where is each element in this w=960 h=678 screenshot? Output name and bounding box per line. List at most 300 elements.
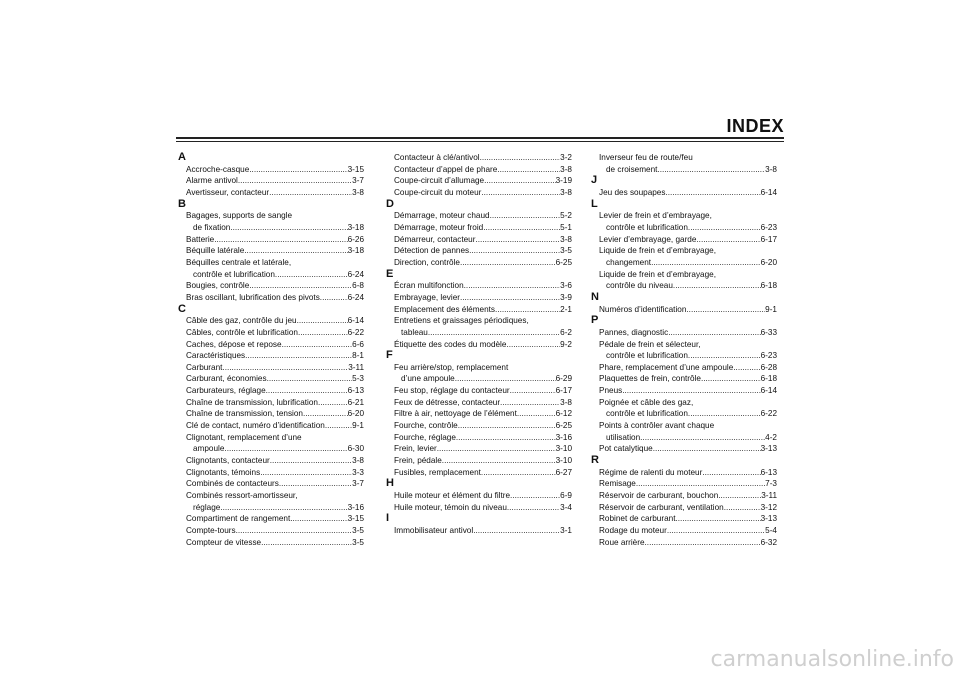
watermark-text[interactable]: carmanualsonline.info (710, 647, 954, 672)
entry-term: Réservoir de carburant, ventilation (599, 502, 724, 512)
entry-leader (688, 222, 761, 234)
entry-page: 3-15 (347, 164, 364, 174)
entry-page: 6-32 (760, 537, 777, 547)
entry-leader (480, 152, 561, 164)
entry-leader (495, 304, 560, 316)
entry-leader (640, 432, 765, 444)
entry-leader (490, 210, 561, 222)
entry-leader (673, 280, 761, 292)
entry-page: 3-7 (352, 479, 364, 489)
entry-page: 6-28 (760, 362, 777, 372)
entry-term: Écran multifonction (394, 281, 464, 291)
section-letter-c: C (178, 302, 186, 315)
entry-leader (668, 327, 760, 339)
index-entry (386, 292, 572, 304)
entry-page: 3-10 (555, 444, 572, 454)
entry-page: 6-17 (760, 234, 777, 244)
index-entry (386, 373, 572, 385)
entry-page: 3-8 (352, 456, 364, 466)
entry-page: 6-24 (347, 292, 364, 302)
index-entry (386, 187, 572, 199)
entry-page: 6-23 (760, 222, 777, 232)
entry-page: 3-8 (765, 164, 777, 174)
entry-page: 3-5 (560, 246, 572, 256)
entry-page: 6-18 (760, 281, 777, 291)
entry-term: Roue arrière (599, 537, 645, 547)
entry-leader (275, 269, 348, 281)
entry-term: Câbles, contrôle et lubrification (186, 327, 298, 337)
entry-term: Démarrage, moteur froid (394, 222, 484, 232)
entry-page: 5-2 (560, 211, 572, 221)
entry-page: 6-29 (555, 374, 572, 384)
section-letter-f: F (386, 349, 393, 362)
entry-page: 6-27 (555, 467, 572, 477)
entry-term-line1: Combinés ressort-amortisseur, (186, 491, 298, 501)
entry-page: 6-18 (760, 374, 777, 384)
entry-leader (688, 408, 761, 420)
entry-page: 6-17 (555, 386, 572, 396)
entry-term-line1: Béquilles centrale et latérale, (186, 257, 292, 267)
index-column-3 (591, 152, 777, 548)
entry-leader (464, 280, 561, 292)
index-entry (386, 222, 572, 234)
entry-page: 3-8 (560, 187, 572, 197)
entry-page: 6-33 (760, 327, 777, 337)
section-letter-d: D (386, 197, 394, 210)
entry-page: 6-14 (760, 187, 777, 197)
entry-leader (657, 164, 765, 176)
index-entry (591, 187, 777, 199)
entry-leader (667, 525, 765, 537)
entry-leader (481, 467, 556, 479)
index-entry (178, 362, 364, 374)
entry-leader (497, 164, 560, 176)
entry-term: Frein, pédale (394, 456, 442, 466)
entry-leader (442, 455, 556, 467)
entry-leader (718, 490, 761, 502)
entry-term: Fourche, réglage (394, 432, 456, 442)
index-entry (591, 513, 777, 525)
section-letter-e: E (386, 267, 394, 280)
entry-term-line1: Inverseur feu de route/feu (599, 153, 693, 162)
section-letter-r: R (591, 454, 599, 467)
entry-page: 3-13 (760, 444, 777, 454)
entry-leader (437, 443, 556, 455)
entry-leader (249, 164, 347, 176)
entry-term: Carburant (186, 362, 223, 372)
entry-page: 6-25 (555, 257, 572, 267)
entry-leader (622, 385, 760, 397)
entry-term: Câble des gaz, contrôle du jeu (186, 316, 297, 326)
index-column-2 (386, 152, 572, 537)
entry-term: Plaquettes de frein, contrôle (599, 374, 701, 384)
index-entry (178, 175, 364, 187)
entry-page: 5-4 (765, 526, 777, 535)
entry-leader (702, 467, 760, 479)
index-entry (386, 385, 572, 397)
entry-term-line1: Poignée et câble des gaz, (599, 397, 694, 407)
entry-term: contrôle et lubrification (193, 269, 275, 279)
index-entry (386, 152, 572, 164)
entry-leader (688, 350, 761, 362)
entry-page: 6-25 (555, 421, 572, 431)
entry-term: Robinet de carburant (599, 514, 676, 524)
entry-leader (325, 420, 352, 432)
entry-term: Caractéristiques (186, 351, 246, 361)
entry-page: 3-13 (760, 514, 777, 524)
entry-page: 6-14 (347, 316, 364, 326)
index-entry (591, 432, 777, 444)
entry-page: 6-13 (347, 386, 364, 396)
entry-page: 3-7 (352, 176, 364, 186)
index-entry (386, 420, 572, 432)
entry-page: 6-20 (760, 257, 777, 267)
entry-term: Étiquette des codes du modèle (394, 339, 507, 349)
entry-term-line1: Points à contrôler avant chaque (599, 421, 715, 431)
entry-page: 6-22 (760, 409, 777, 419)
entry-page: 6-30 (347, 444, 364, 454)
entry-term: Chaîne de transmission, lubrification (186, 397, 318, 407)
entry-leader (675, 513, 760, 525)
entry-term: Régime de ralenti du moteur (599, 467, 703, 477)
entry-page: 3-11 (761, 491, 777, 501)
entry-term: Embrayage, levier (394, 292, 460, 302)
index-entry (178, 467, 364, 479)
entry-term: Détection de pannes (394, 246, 470, 256)
entry-term: contrôle et lubrification (606, 351, 688, 361)
index-entry (178, 397, 364, 409)
entry-term: utilisation (606, 432, 641, 442)
entry-term: contrôle et lubrification (606, 222, 688, 232)
section-letter-h: H (386, 477, 394, 490)
entry-term: réglage (193, 502, 221, 512)
entry-page: 6-13 (760, 467, 777, 477)
entry-leader (701, 373, 761, 385)
index-entry (591, 467, 777, 479)
entry-term-line1: Liquide de frein et d’embrayage, (599, 269, 716, 279)
entry-term: ampoule (193, 444, 225, 454)
section-letter-l: L (591, 197, 598, 210)
page-title: INDEX (726, 116, 784, 136)
entry-term: Compteur de vitesse (186, 537, 262, 547)
section-letter-p: P (591, 314, 599, 327)
entry-page: 3-16 (347, 502, 364, 512)
index-entry (386, 164, 572, 176)
index-entry (591, 304, 777, 316)
index-entry (178, 280, 364, 292)
entry-page: 3-10 (555, 456, 572, 466)
index-entry (386, 455, 572, 467)
entry-page: 3-8 (560, 164, 572, 174)
entry-page: 6-20 (347, 409, 364, 419)
index-entry (178, 537, 364, 549)
entry-page: 3-8 (560, 234, 572, 244)
entry-leader (244, 245, 347, 257)
entry-leader (279, 478, 352, 490)
index-entry (591, 327, 777, 339)
entry-leader (517, 408, 556, 420)
index-entry (178, 373, 364, 385)
entry-leader (484, 175, 556, 187)
entry-term: Démarreur, contacteur (394, 234, 476, 244)
entry-term: Clignotants, contacteur (186, 456, 270, 466)
entry-leader (428, 327, 560, 339)
index-entry (591, 525, 777, 537)
index-entry (178, 455, 364, 467)
entry-leader (220, 502, 347, 514)
index-entry (591, 478, 777, 490)
entry-page: 3-8 (352, 187, 364, 197)
entry-page: 3-9 (560, 292, 572, 302)
entry-page: 6-14 (760, 386, 777, 396)
entry-term: Immobilisateur antivol (394, 526, 474, 535)
entry-term-line1: Liquide de frein et d’embrayage, (599, 246, 716, 256)
entry-leader (260, 467, 352, 479)
index-entry (178, 385, 364, 397)
entry-term: Béquille latérale (186, 246, 245, 256)
index-entry (591, 373, 777, 385)
entry-page: 3-19 (555, 176, 572, 186)
index-entry (386, 339, 572, 351)
entry-term: Frein, levier (394, 444, 437, 454)
entry-leader (266, 385, 348, 397)
entry-leader (500, 397, 560, 409)
entry-page: 6-23 (760, 351, 777, 361)
section-letter-i: I (386, 512, 390, 525)
entry-term-line1: Clignotant, remplacement d’une (186, 432, 302, 442)
entry-term: contrôle et lubrification (606, 409, 688, 419)
entry-leader (483, 222, 560, 234)
entry-term: Levier d’embrayage, garde (599, 234, 697, 244)
entry-term: Jeu des soupapes (599, 187, 666, 197)
entry-term: Pot catalytique (599, 444, 653, 454)
entry-term: Remisage (599, 479, 636, 489)
entry-page: 9-1 (352, 421, 364, 431)
entry-page: 3-2 (560, 153, 572, 162)
index-entry (591, 257, 777, 269)
entry-term: changement (606, 257, 652, 267)
entry-term: d’une ampoule (401, 374, 455, 384)
index-entry (591, 350, 777, 362)
entry-term: Combinés de contacteurs (186, 479, 279, 489)
entry-leader (460, 257, 556, 269)
index-entry (386, 210, 572, 222)
entry-leader (733, 362, 760, 374)
entry-term-line1: Entretiens et graissages périodiques, (394, 316, 529, 326)
entry-term: Réservoir de carburant, bouchon (599, 491, 719, 501)
entry-page: 6-12 (555, 409, 572, 419)
entry-term: Numéros d’identification (599, 304, 687, 314)
entry-term: Feux de détresse, contacteur (394, 397, 501, 407)
entry-page: 9-2 (560, 339, 572, 349)
entry-term: Fusibles, remplacement (394, 467, 481, 477)
entry-term: de fixation (193, 222, 231, 232)
entry-term: Contacteur d’appel de phare (394, 164, 498, 174)
index-entry (386, 257, 572, 269)
index-entry (178, 513, 364, 525)
entry-term: Feu stop, réglage du contacteur (394, 386, 510, 396)
entry-term: Filtre à air, nettoyage de l’élément (394, 409, 517, 419)
entry-page: 6-8 (352, 281, 364, 291)
entry-page: 9-1 (765, 304, 777, 314)
entry-leader (653, 443, 761, 455)
index-entry (178, 222, 364, 234)
entry-leader (238, 175, 352, 187)
entry-leader (475, 234, 560, 246)
index-entry (386, 397, 572, 409)
entry-leader (469, 245, 560, 257)
entry-page: 6-26 (347, 234, 364, 244)
index-entry (386, 467, 572, 479)
entry-leader (481, 187, 560, 199)
entry-leader (458, 420, 556, 432)
entry-term: Clignotants, témoins (186, 467, 261, 477)
entry-term: Rodage du moteur (599, 526, 667, 535)
entry-leader (473, 525, 560, 537)
entry-leader (318, 397, 348, 409)
index-entry (386, 408, 572, 420)
entry-page: 6-9 (560, 491, 572, 501)
entry-leader (645, 537, 761, 549)
index-entry (178, 234, 364, 246)
entry-term: Fourche, contrôle (394, 421, 458, 431)
index-entry (386, 304, 572, 316)
index-entry (178, 245, 364, 257)
entry-term: Pannes, diagnostic (599, 327, 669, 337)
index-entry (178, 315, 364, 327)
entry-term-line1: Feu arrière/stop, remplacement (394, 362, 509, 372)
entry-leader (269, 187, 352, 199)
entry-term: Caches, dépose et repose (186, 339, 282, 349)
entry-leader (282, 339, 353, 351)
entry-page: 3-12 (760, 502, 777, 512)
index-entry (386, 443, 572, 455)
entry-term: Bras oscillant, lubrification des pivots (186, 292, 320, 302)
entry-leader (267, 373, 353, 385)
index-entry (178, 502, 364, 514)
entry-page: 6-24 (347, 269, 364, 279)
entry-term: Coupe-circuit du moteur (394, 187, 482, 197)
entry-term-line1: Bagages, supports de sangle (186, 211, 293, 221)
index-entry (178, 187, 364, 199)
index-entry (591, 280, 777, 292)
entry-term-line1: Pédale de frein et sélecteur, (599, 339, 701, 349)
header-rule-thin (176, 141, 784, 142)
index-entry (386, 234, 572, 246)
entry-term: Coupe-circuit d’allumage (394, 176, 485, 186)
section-letter-n: N (591, 290, 599, 303)
entry-page: 3-6 (560, 281, 572, 291)
index-entry (591, 164, 777, 176)
index-entry (178, 292, 364, 304)
entry-leader (651, 257, 761, 269)
entry-page: 3-5 (352, 526, 364, 535)
entry-page: 6-6 (352, 339, 364, 349)
entry-page: 3-3 (352, 467, 364, 477)
entry-page: 3-5 (352, 537, 364, 547)
index-entry (591, 502, 777, 514)
index-entry (386, 525, 572, 537)
index-column-1 (178, 152, 364, 548)
entry-leader (460, 292, 560, 304)
entry-leader (636, 478, 765, 490)
entry-term: contrôle du niveau (606, 281, 673, 291)
entry-page: 3-15 (347, 514, 364, 524)
entry-term: Démarrage, moteur chaud (394, 211, 490, 221)
entry-page: 2-1 (560, 304, 572, 314)
index-entry (178, 443, 364, 455)
entry-term: Avertisseur, contacteur (186, 187, 270, 197)
index-entry (591, 408, 777, 420)
entry-page: 3-18 (347, 222, 364, 232)
entry-page: 3-18 (347, 246, 364, 256)
header-rule-thick (176, 137, 784, 139)
index-entry (386, 432, 572, 444)
entry-page: 3-4 (560, 502, 572, 512)
entry-leader (224, 443, 347, 455)
entry-term: Pneus (599, 386, 623, 396)
entry-leader (230, 222, 347, 234)
entry-leader (245, 350, 352, 362)
index-entry (591, 490, 777, 502)
entry-leader (303, 408, 348, 420)
section-letter-b: B (178, 197, 186, 210)
index-entry (591, 234, 777, 246)
entry-leader (298, 327, 348, 339)
entry-page: 7-3 (765, 479, 777, 489)
index-entry (178, 164, 364, 176)
index-entry (591, 222, 777, 234)
entry-page: 8-1 (352, 351, 364, 361)
entry-term-line1: Levier de frein et d’embrayage, (599, 211, 712, 221)
index-entry (386, 502, 572, 514)
entry-term: tableau (401, 327, 428, 337)
entry-leader (320, 292, 348, 304)
entry-leader (290, 513, 347, 525)
entry-page: 3-8 (560, 397, 572, 407)
entry-term: Bougies, contrôle (186, 281, 250, 291)
entry-leader (455, 373, 556, 385)
entry-leader (214, 234, 347, 246)
entry-term: de croisement (606, 164, 658, 174)
entry-page: 4-2 (765, 432, 777, 442)
entry-term: Carburateurs, réglage (186, 386, 266, 396)
index-entry (386, 245, 572, 257)
entry-leader (270, 455, 352, 467)
entry-leader (236, 525, 353, 537)
entry-term: Batterie (186, 234, 215, 244)
entry-page: 6-22 (347, 327, 364, 337)
entry-page: 5-1 (560, 222, 572, 232)
index-entry (178, 420, 364, 432)
entry-leader (297, 315, 348, 327)
entry-term: Compte-tours (186, 526, 236, 535)
index-entry (178, 339, 364, 351)
entry-term: Compartiment de rangement (186, 514, 291, 524)
entry-leader (510, 490, 560, 502)
entry-term: Alarme antivol (186, 176, 238, 186)
entry-leader (261, 537, 352, 549)
entry-term: Phare, remplacement d’une ampoule (599, 362, 734, 372)
index-entry (591, 362, 777, 374)
index-entry (386, 490, 572, 502)
entry-leader (696, 234, 760, 246)
section-letter-a: A (178, 151, 186, 163)
index-entry (178, 478, 364, 490)
index-entry (591, 385, 777, 397)
entry-leader (249, 280, 352, 292)
index-entry (386, 280, 572, 292)
